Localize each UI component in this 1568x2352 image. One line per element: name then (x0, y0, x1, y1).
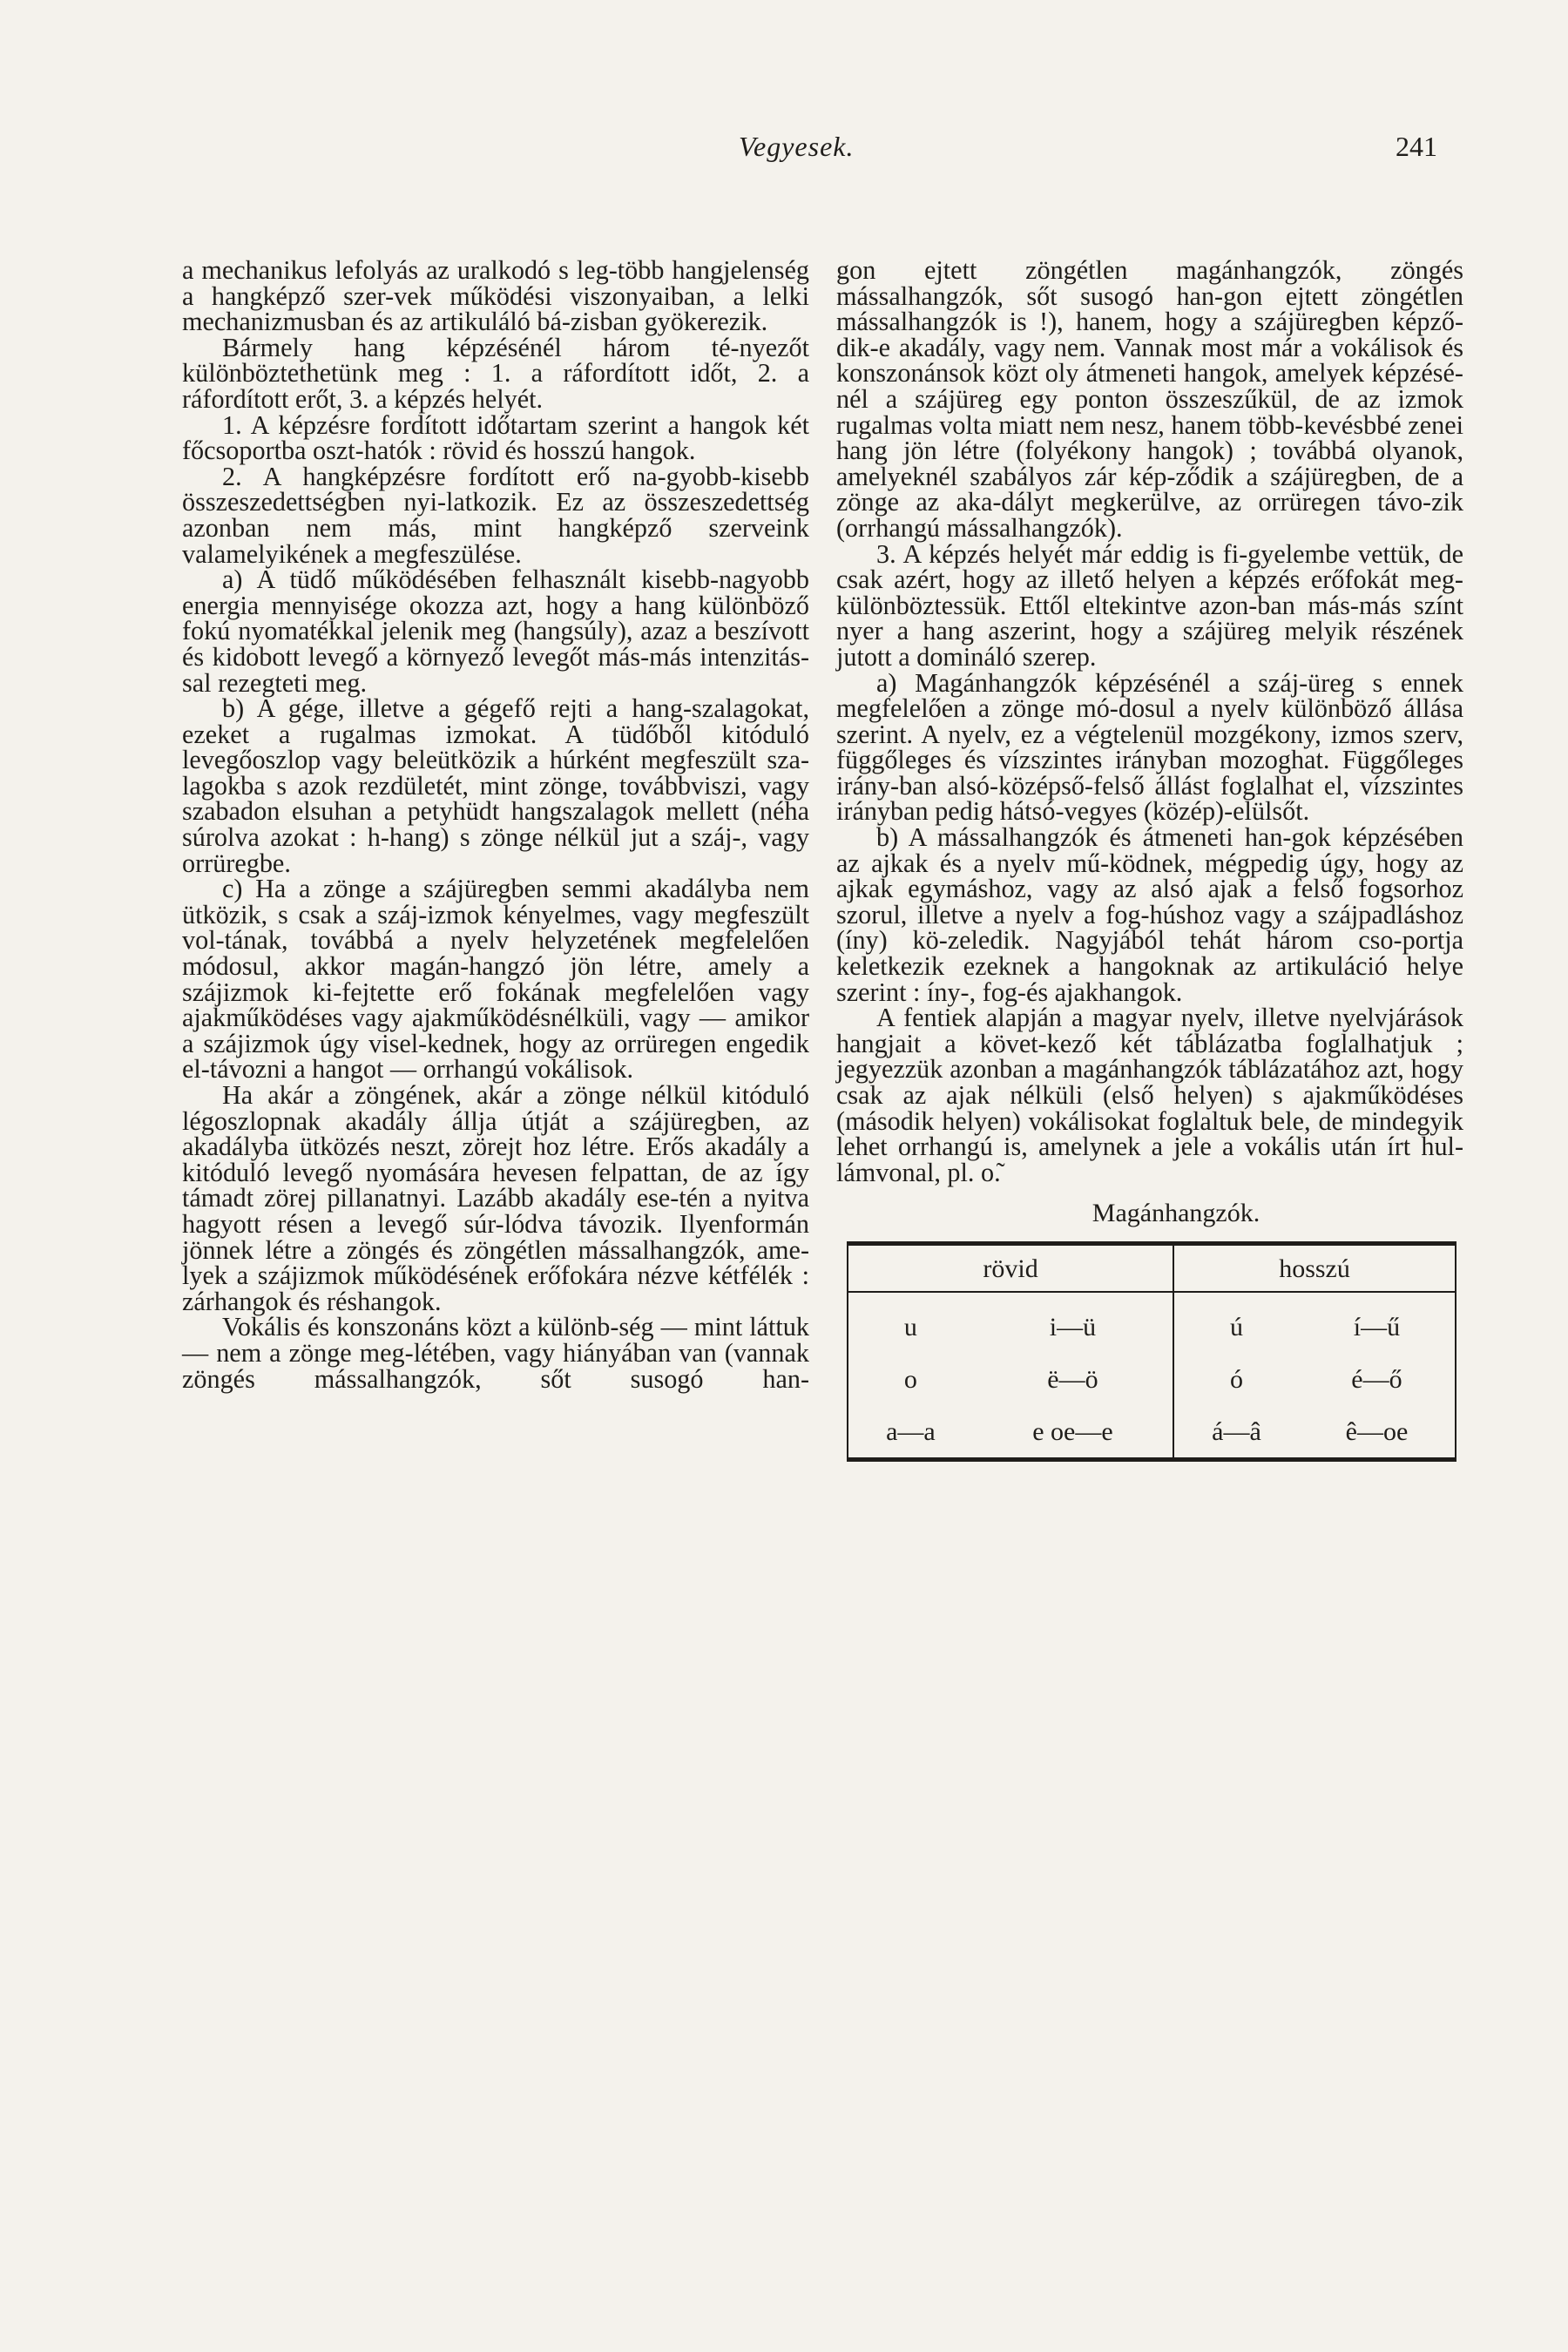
paragraph: Ha akár a zöngének, akár a zönge nélkül kitóduló légoszlopnak akadály állja útját a szájüregben, az akadályba ütközés neszt, zörejt hoz létre. Erős akadály a kitóduló levegő nyomására hevesen felpattan, de az így támadt zörej pillanatnyi. Lazább akadály ese-tén a nyitva hagyott résen a levegő súr-lódva távozik. Ilyenformán jönnek létre a zöngés és zöngétlen mássalhangzók, ame-lyek a szájizmok működésének erőfokára nézve kétfélék : zárhangok és réshangok. (182, 1080, 809, 1316)
table-cell: o (903, 1364, 917, 1394)
header-short: rövid (848, 1244, 1173, 1293)
running-head (0, 131, 1568, 183)
paragraph: A fentiek alapján a magyar nyelv, illetve nyelvjárások hangjait a követ-kező két táblázatba foglalhatjuk ; jegyezzük azonban a magánhangzók táblázatához azt, hogy csak az ajak nélküli (első helyen) s ajakműködéses (második helyen) vokálisokat foglaltuk bele, de mindegyik lehet orrhangú is, amelynek a jele a vokális után írt hul-lámvonal, pl. o.͂ (836, 1003, 1463, 1187)
running-title: Vegyesek. (739, 131, 855, 162)
table-cell: e oe—e (1032, 1416, 1113, 1446)
paragraph: 1. A képzésre fordított időtartam szerint a hangok két főcsoportba oszt-hatók : rövid és hosszú hangok. (182, 409, 809, 466)
table-row (848, 1405, 1456, 1460)
paragraph: b) A mássalhangzók és átmeneti han-gok képzésében az ajkak és a nyelv mű-ködnek, mégpedig úgy, hogy az ajkak egymáshoz, vagy az alsó ajak a felső fogsorhoz szorul, illetve a nyelv a fog-húshoz vagy a szájpadláshoz (íny) kö-zeledik. Nagyjából tehát három cso-portja keletkezik ezeknek a hangoknak az artikuláció helye szerint : íny-, fog-és ajakhangok. (836, 822, 1463, 1007)
table-header-row (848, 1244, 1456, 1293)
table-cell: i—ü (1049, 1312, 1097, 1342)
paragraph: a) Magánhangzók képzésénél a száj-üreg s ennek megfelelően a zönge mó-dosul a nyelv különböző állása szerint. A nyelv, ez a végtelenül mozgékony, izmos szerv, függőleges és vízszintes irányban mozoghat. Függőleges irány-ban alsó-középső-felső állást foglalhat el, vízszintes irányban pedig hátsó-vegyes (közép)-elülsőt. (836, 667, 1463, 827)
vowel-table (847, 1241, 1456, 1462)
table-cell: á—â (1173, 1405, 1299, 1460)
paragraph: 2. A hangképzésre fordított erő na-gyobb-kisebb összeszedettségben nyi-latkozik. Ez az összeszedettség azonban nem más, mint hangképző szerveink valamelyikének a megfeszülése. (182, 461, 809, 569)
table-cell: é—ő (1351, 1364, 1402, 1394)
table-cell: ó (1173, 1353, 1299, 1405)
left-column (182, 255, 809, 1394)
paragraph: 3. A képzés helyét már eddig is fi-gyelembe vettük, de csak azért, hogy az illető helyen a képzés erőfokát meg-különböztessük. Ettől eltekintve azon-ban más-más színt nyer a hang aszerint, hogy a szájüreg melyik részének jutott a domináló szerep. (836, 538, 1463, 672)
page-number: 241 (1396, 131, 1437, 162)
table-cell: ê—oe (1345, 1416, 1409, 1446)
paragraph: b) A gége, illetve a gégefő rejti a hang-szalagokat, ezeket a rugalmas izmokat. A tüdőből kitóduló levegőoszlop vagy beleütközik a húrként megfeszült sza-lagokba s azok rezdületét, mint zönge, továbbviszi, vagy szabadon elsuhan a petyhüdt hangszalagok mellett (néha súrolva azokat : h-hang) s zönge nélkül jut a száj-, vagy orrüregbe. (182, 693, 809, 878)
paragraph: gon ejtett zöngétlen magánhangzók, zöngés mássalhangzók, sőt susogó han-gon ejtett zöngétlen mássalhangzók is !), hanem, hogy a szájüregben képző-dik-e akadály, vagy nem. Vannak most már a vokálisok és konszonánsok közt oly átmeneti hangok, amelyek képzésé-nél a szájüreg egy ponton összeszűkül, de az izmok rugalmas volta miatt nem nesz, hanem több-kevésbbé zenei hang jön létre (folyékony hangok) ; továbbá olyanok, amelyeknél szabályos zár kép-ződik a szájüregben, de a zönge az aka-dályt megkerülve, az orrüregen távo-zik (orrhangú mássalhangzók). (836, 255, 1463, 543)
table-cell: í—ű (1353, 1312, 1401, 1342)
table-cell: u (903, 1312, 917, 1342)
table-cell: ú (1173, 1292, 1299, 1353)
right-column (836, 255, 1463, 1462)
header-long: hosszú (1173, 1244, 1456, 1293)
table-cell: a—a (886, 1416, 936, 1446)
paragraph: Vokális és konszonáns közt a különb-ség — mint láttuk — nem a zönge meg-létében, vagy hiányában van (vannak zöngés mássalhangzók, sőt susogó han- (182, 1312, 809, 1394)
paragraph: a) A tüdő működésében felhasznált kisebb-nagyobb energia mennyisége okozza azt, hogy a hang különböző fokú nyomatékkal jelenik meg (hangsúly), azaz a beszívott és kidobott levegő a környező levegőt más-más intenzitás-sal rezegteti meg. (182, 564, 809, 698)
table-cell: ë—ö (1047, 1364, 1098, 1394)
paragraph: Bármely hang képzésénél három té-nyezőt különböztethetünk meg : 1. a ráfordított időt, 2. a ráfordított erőt, 3. a képzés helyét. (182, 332, 809, 414)
paragraph: a mechanikus lefolyás az uralkodó s leg-több hangjelenség a hangképző szer-vek működési viszonyaiban, a lelki mechanizmusban és az artikuláló bá-zisban gyökerezik. (182, 255, 809, 337)
table-row (848, 1292, 1456, 1353)
table-caption: Magánhangzók. (1092, 1199, 1260, 1228)
table-row (848, 1353, 1456, 1405)
paragraph: c) Ha a zönge a szájüregben semmi akadályba nem ütközik, s csak a száj-izmok kényelmes, vagy megfeszült vol-tának, továbbá a nyelv helyzetének megfelelően módosul, akkor magán-hangzó jön létre, amely a szájizmok ki-fejtette erő fokának megfelelően vagy ajakműködéses vagy ajakműködésnélküli, vagy — amikor a szájizmok úgy visel-kednek, hogy az orrüregen engedik el-távozni a hangot — orrhangú vokálisok. (182, 874, 809, 1085)
